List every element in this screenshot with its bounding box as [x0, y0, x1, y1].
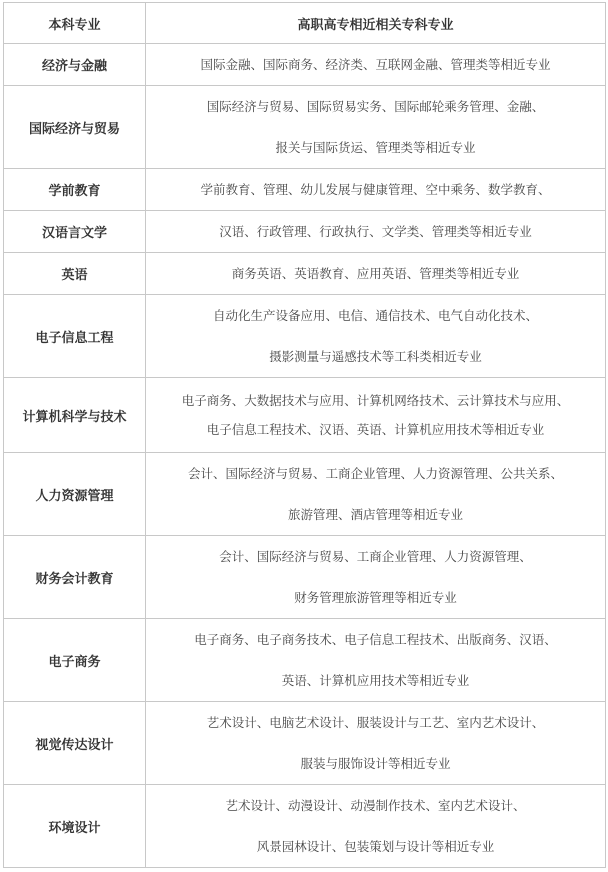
related-majors-line: 自动化生产设备应用、电信、通信技术、电气自动化技术、	[212, 307, 538, 323]
undergrad-major-cell: 英语	[4, 253, 146, 295]
related-majors-line: 英语、计算机应用技术等相近专业	[281, 672, 470, 688]
related-majors-line: 报关与国际货运、管理类等相近专业	[275, 139, 476, 155]
related-majors-cell	[146, 453, 606, 536]
undergrad-major-cell: 计算机科学与技术	[4, 378, 146, 453]
related-majors-cell	[146, 536, 606, 619]
related-majors-cell	[146, 169, 606, 211]
table-row	[4, 378, 606, 453]
related-majors-line: 财务管理旅游管理等相近专业	[294, 589, 457, 605]
related-majors-line: 国际经济与贸易、国际贸易实务、国际邮轮乘务管理、金融、	[206, 98, 545, 114]
undergrad-major-cell: 汉语言文学	[4, 211, 146, 253]
related-majors-line: 服装与服饰设计等相近专业	[300, 755, 451, 771]
table-row	[4, 253, 606, 295]
undergrad-major-cell: 财务会计教育	[4, 536, 146, 619]
related-majors-cell	[146, 295, 606, 378]
table-row	[4, 211, 606, 253]
related-majors-line: 会计、国际经济与贸易、工商企业管理、人力资源管理、公共关系、	[187, 465, 563, 481]
table-row	[4, 702, 606, 785]
related-majors-line: 电子商务、大数据技术与应用、计算机网络技术、云计算技术与应用、	[181, 392, 570, 408]
related-majors-cell	[146, 619, 606, 702]
related-majors-line: 国际金融、国际商务、经济类、互联网金融、管理类等相近专业	[200, 56, 551, 72]
related-majors-line: 汉语、行政管理、行政执行、文学类、管理类等相近专业	[219, 223, 532, 239]
related-majors-line: 艺术设计、动漫设计、动漫制作技术、室内艺术设计、	[225, 797, 526, 813]
related-majors-line: 旅游管理、酒店管理等相近专业	[287, 506, 463, 522]
related-majors-line: 商务英语、英语教育、应用英语、管理类等相近专业	[231, 265, 520, 281]
table-row	[4, 169, 606, 211]
table-row	[4, 785, 606, 868]
undergrad-major-cell: 经济与金融	[4, 44, 146, 86]
related-majors-cell	[146, 253, 606, 295]
table-header-row	[4, 3, 606, 44]
related-majors-line: 电子商务、电子商务技术、电子信息工程技术、出版商务、汉语、	[194, 631, 557, 647]
table-row	[4, 453, 606, 536]
table-row	[4, 86, 606, 169]
table-row	[4, 295, 606, 378]
table-row	[4, 44, 606, 86]
related-majors-line: 会计、国际经济与贸易、工商企业管理、人力资源管理、	[219, 548, 532, 564]
header-undergrad-major: 本科专业	[4, 3, 146, 44]
table-row	[4, 619, 606, 702]
related-majors-line: 摄影测量与遥感技术等工科类相近专业	[269, 348, 482, 364]
table-row	[4, 536, 606, 619]
related-majors-cell	[146, 785, 606, 868]
undergrad-major-cell: 环境设计	[4, 785, 146, 868]
undergrad-major-cell: 国际经济与贸易	[4, 86, 146, 169]
related-majors-line: 电子信息工程技术、汉语、英语、计算机应用技术等相近专业	[206, 421, 545, 437]
major-mapping-table	[3, 2, 606, 868]
related-majors-line: 风景园林设计、包装策划与设计等相近专业	[256, 838, 495, 854]
related-majors-line: 艺术设计、电脑艺术设计、服装设计与工艺、室内艺术设计、	[206, 714, 545, 730]
undergrad-major-cell: 学前教育	[4, 169, 146, 211]
header-related-college-major: 高职高专相近相关专科专业	[146, 3, 606, 44]
related-majors-cell	[146, 211, 606, 253]
related-majors-cell	[146, 44, 606, 86]
related-majors-cell	[146, 378, 606, 453]
table-body	[4, 44, 606, 868]
undergrad-major-cell: 视觉传达设计	[4, 702, 146, 785]
related-majors-cell	[146, 86, 606, 169]
related-majors-line: 学前教育、管理、幼儿发展与健康管理、空中乘务、数学教育、	[200, 181, 551, 197]
undergrad-major-cell: 电子信息工程	[4, 295, 146, 378]
undergrad-major-cell: 人力资源管理	[4, 453, 146, 536]
related-majors-cell	[146, 702, 606, 785]
undergrad-major-cell: 电子商务	[4, 619, 146, 702]
